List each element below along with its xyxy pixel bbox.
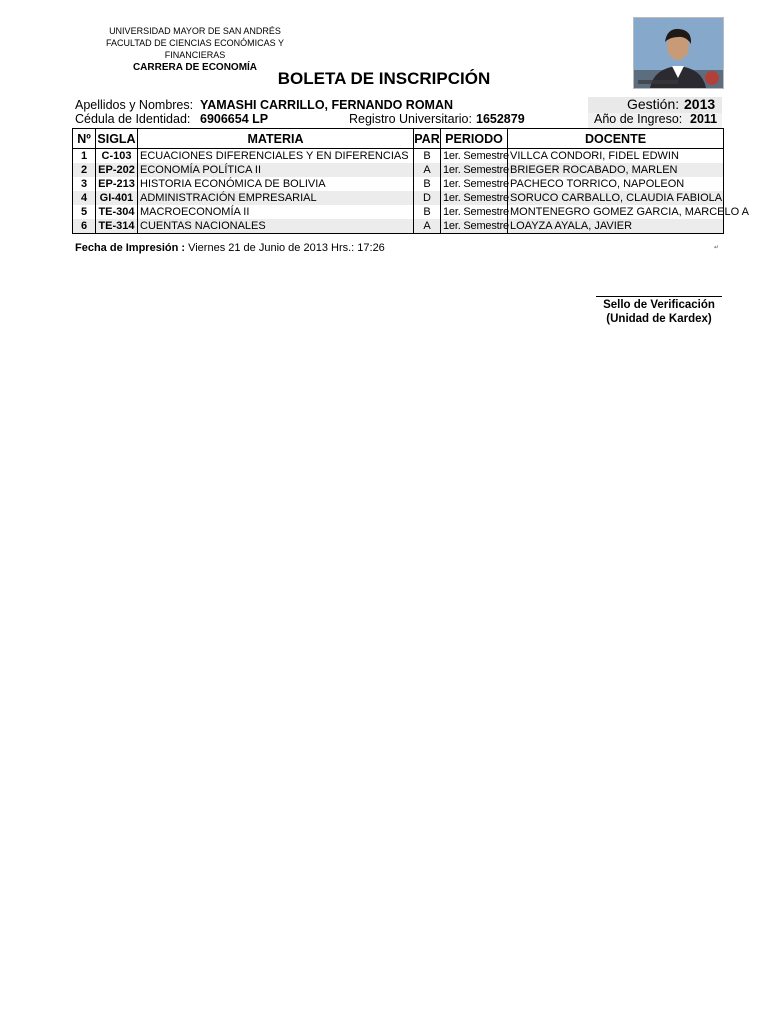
verification-stamp	[596, 296, 722, 326]
row-par: A	[414, 163, 441, 177]
row-materia: ADMINISTRACIÓN EMPRESARIAL	[138, 191, 414, 205]
row-periodo: 1er. Semestre	[441, 177, 508, 191]
header-sigla: SIGLA	[96, 129, 138, 149]
student-name: YAMASHI CARRILLO, FERNANDO ROMAN	[200, 98, 454, 112]
institution-header	[82, 25, 308, 74]
ingreso-value: 2011	[690, 112, 718, 126]
row-docente: SORUCO CARBALLO, CLAUDIA FABIOLA	[508, 191, 724, 205]
return-mark: ↵	[714, 245, 720, 251]
ru-label: Registro Universitario:	[349, 112, 472, 126]
row-par: B	[414, 205, 441, 219]
row-number: 1	[73, 149, 96, 164]
university-name: UNIVERSIDAD MAYOR DE SAN ANDRÉS	[109, 26, 281, 36]
table-row	[73, 191, 724, 205]
name-label: Apellidos y Nombres:	[75, 98, 194, 112]
row-number: 6	[73, 219, 96, 234]
table-row	[73, 149, 724, 164]
row-number: 4	[73, 191, 96, 205]
header-num: Nº	[73, 129, 96, 149]
print-date-value: Viernes 21 de Junio de 2013 Hrs.: 17:26	[188, 242, 385, 254]
ci-value: 6906654 LP	[200, 112, 269, 126]
faculty-name: FACULTAD DE CIENCIAS ECONÓMICAS Y FINANCIERAS	[105, 38, 285, 60]
ci-label: Cédula de Identidad:	[75, 112, 191, 126]
row-par: D	[414, 191, 441, 205]
stamp-line-1: Sello de Verificación	[603, 299, 715, 311]
row-periodo: 1er. Semestre	[441, 219, 508, 234]
row-materia: HISTORIA ECONÓMICA DE BOLIVIA	[138, 177, 414, 191]
header-materia: MATERIA	[138, 129, 414, 149]
row-materia: ECONOMÍA POLÍTICA II	[138, 163, 414, 177]
row-periodo: 1er. Semestre	[441, 149, 508, 164]
stamp-line-2: (Unidad de Kardex)	[606, 313, 712, 325]
row-docente: LOAYZA AYALA, JAVIER	[508, 219, 724, 234]
table-header-row	[73, 129, 724, 149]
row-par: A	[414, 219, 441, 234]
row-materia: ECUACIONES DIFERENCIALES Y EN DIFERENCIAS	[138, 149, 414, 164]
table-row	[73, 205, 724, 219]
row-materia: MACROECONOMÍA II	[138, 205, 414, 219]
row-periodo: 1er. Semestre	[441, 163, 508, 177]
career-name: CARRERA DE ECONOMÍA	[132, 62, 258, 73]
row-par: B	[414, 149, 441, 164]
print-date-label: Fecha de Impresión :	[75, 242, 186, 254]
row-materia: CUENTAS NACIONALES	[138, 219, 414, 234]
print-date	[75, 242, 385, 254]
gestion-label: Gestión:	[627, 96, 680, 112]
document-title: BOLETA DE INSCRIPCIÓN	[277, 69, 491, 88]
row-docente: PACHECO TORRICO, NAPOLEON	[508, 177, 724, 191]
table-row	[73, 163, 724, 177]
row-docente: VILLCA CONDORI, FIDEL EDWIN	[508, 149, 724, 164]
header-periodo: PERIODO	[441, 129, 508, 149]
row-periodo: 1er. Semestre	[441, 191, 508, 205]
table-row	[73, 219, 724, 234]
row-number: 2	[73, 163, 96, 177]
ru-value: 1652879	[476, 112, 525, 126]
header-par: PAR	[414, 129, 441, 149]
header-docente: DOCENTE	[508, 129, 724, 149]
row-par: B	[414, 177, 441, 191]
row-sigla: TE-304	[96, 205, 138, 219]
row-docente: BRIEGER ROCABADO, MARLEN	[508, 163, 724, 177]
ingreso-label: Año de Ingreso:	[594, 112, 683, 126]
row-number: 5	[73, 205, 96, 219]
row-sigla: EP-202	[96, 163, 138, 177]
row-sigla: EP-213	[96, 177, 138, 191]
row-periodo: 1er. Semestre	[441, 205, 508, 219]
row-sigla: TE-314	[96, 219, 138, 234]
row-sigla: GI-401	[96, 191, 138, 205]
row-docente: MONTENEGRO GOMEZ GARCIA, MARCELO A	[508, 205, 724, 219]
row-sigla: C-103	[96, 149, 138, 164]
row-number: 3	[73, 177, 96, 191]
gestion-value: 2013	[684, 96, 716, 112]
table-row	[73, 177, 724, 191]
enrollment-table	[72, 128, 749, 234]
